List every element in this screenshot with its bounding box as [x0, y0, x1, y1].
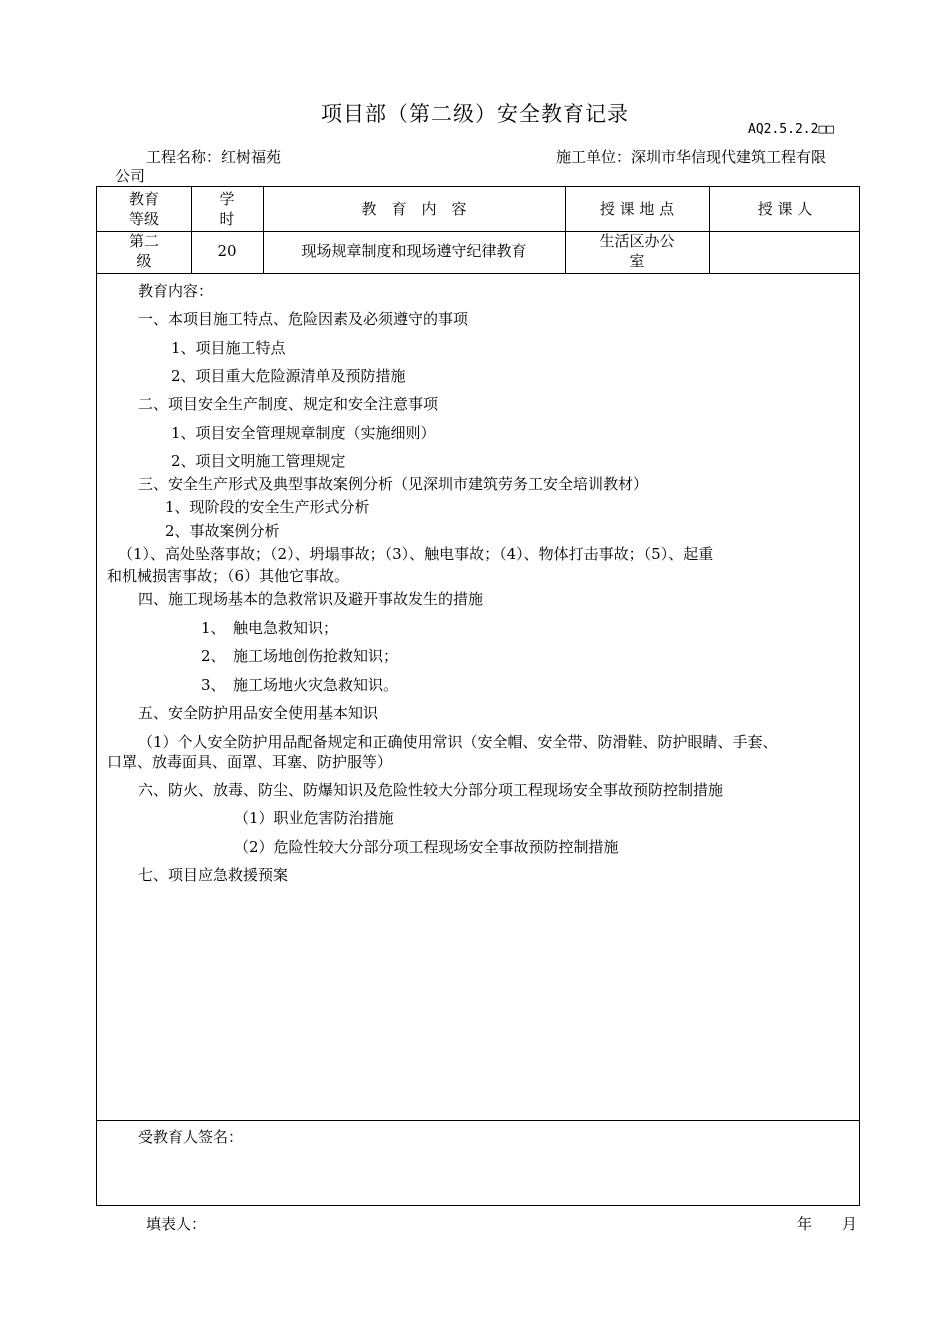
- table-divider: [97, 1120, 859, 1121]
- content-line: 1、 触电急救知识；: [201, 619, 339, 637]
- content-line: （1）个人安全防护用品配备规定和正确使用常识（安全帽、安全带、防滑鞋、防护眼睛、手套、: [138, 733, 778, 751]
- signature-label: 受教育人签名：: [138, 1128, 244, 1146]
- content-line: 1、项目安全管理规章制度（实施细则）: [171, 424, 436, 442]
- content-line: 和机械损害事故；（6）其他它事故。: [107, 567, 350, 585]
- content-line: 3、 施工场地火灾急救知识。: [201, 676, 399, 694]
- header-teacher: 授 课 人: [757, 200, 813, 218]
- document-code: AQ2.5.2.2□□: [748, 122, 835, 137]
- content-line: 六、防火、放毒、防尘、防爆知识及危险性较大分部分项工程现场安全事故预防控制措施: [138, 781, 724, 799]
- filler-label: 填表人：: [146, 1215, 207, 1233]
- project-name: 工程名称：红树福苑: [146, 148, 282, 166]
- date-label: 年 月: [797, 1215, 858, 1233]
- row-hours: 20: [217, 242, 237, 260]
- content-line: 三、安全生产形式及典型事故案例分析（见深圳市建筑劳务工安全培训教材）: [138, 475, 649, 493]
- row-location: 生活区办公 室: [599, 232, 675, 270]
- content-line: 2、 施工场地创伤抢救知识；: [201, 647, 399, 665]
- content-line: 七、项目应急救援预案: [138, 866, 289, 884]
- table-divider: [97, 231, 859, 232]
- content-line: 四、施工现场基本的急救常识及避开事故发生的措施: [138, 590, 484, 608]
- header-content: 教 育 内 容: [361, 200, 467, 218]
- education-record-table: [96, 186, 860, 1206]
- construction-unit-continued: 公司: [115, 167, 146, 185]
- table-divider: [97, 273, 859, 274]
- content-line: 2、事故案例分析: [165, 522, 280, 540]
- content-line: （1）、高处坠落事故；（2）、坍塌事故；（3）、触电事故；（4）、物体打击事故；（5）、起重: [118, 545, 714, 563]
- construction-unit: 施工单位：深圳市华信现代建筑工程有限: [556, 148, 827, 166]
- content-line: 二、项目安全生产制度、规定和安全注意事项: [138, 395, 439, 413]
- content-line: 2、项目文明施工管理规定: [171, 452, 346, 470]
- content-heading: 教育内容：: [138, 282, 214, 300]
- content-line: 1、现阶段的安全生产形式分析: [165, 498, 370, 516]
- header-location: 授 课 地 点: [599, 200, 675, 218]
- header-level: 教育 等级: [128, 190, 159, 228]
- content-line: 1、项目施工特点: [171, 339, 286, 357]
- row-content: 现场规章制度和现场遵守纪律教育: [301, 242, 527, 260]
- document-title: 项目部（第二级）安全教育记录: [321, 102, 629, 126]
- row-level: 第二 级: [128, 232, 159, 270]
- header-hours: 学 时: [219, 190, 235, 228]
- content-line: （2）危险性较大分部分项工程现场安全事故预防控制措施: [234, 838, 619, 856]
- content-line: 一、本项目施工特点、危险因素及必须遵守的事项: [138, 310, 469, 328]
- content-line: 口罩、放毒面具、面罩、耳塞、防护服等）: [107, 753, 393, 771]
- content-line: （1）职业危害防治措施: [234, 809, 394, 827]
- content-line: 五、安全防护用品安全使用基本知识: [138, 704, 379, 722]
- content-line: 2、项目重大危险源清单及预防措施: [171, 367, 406, 385]
